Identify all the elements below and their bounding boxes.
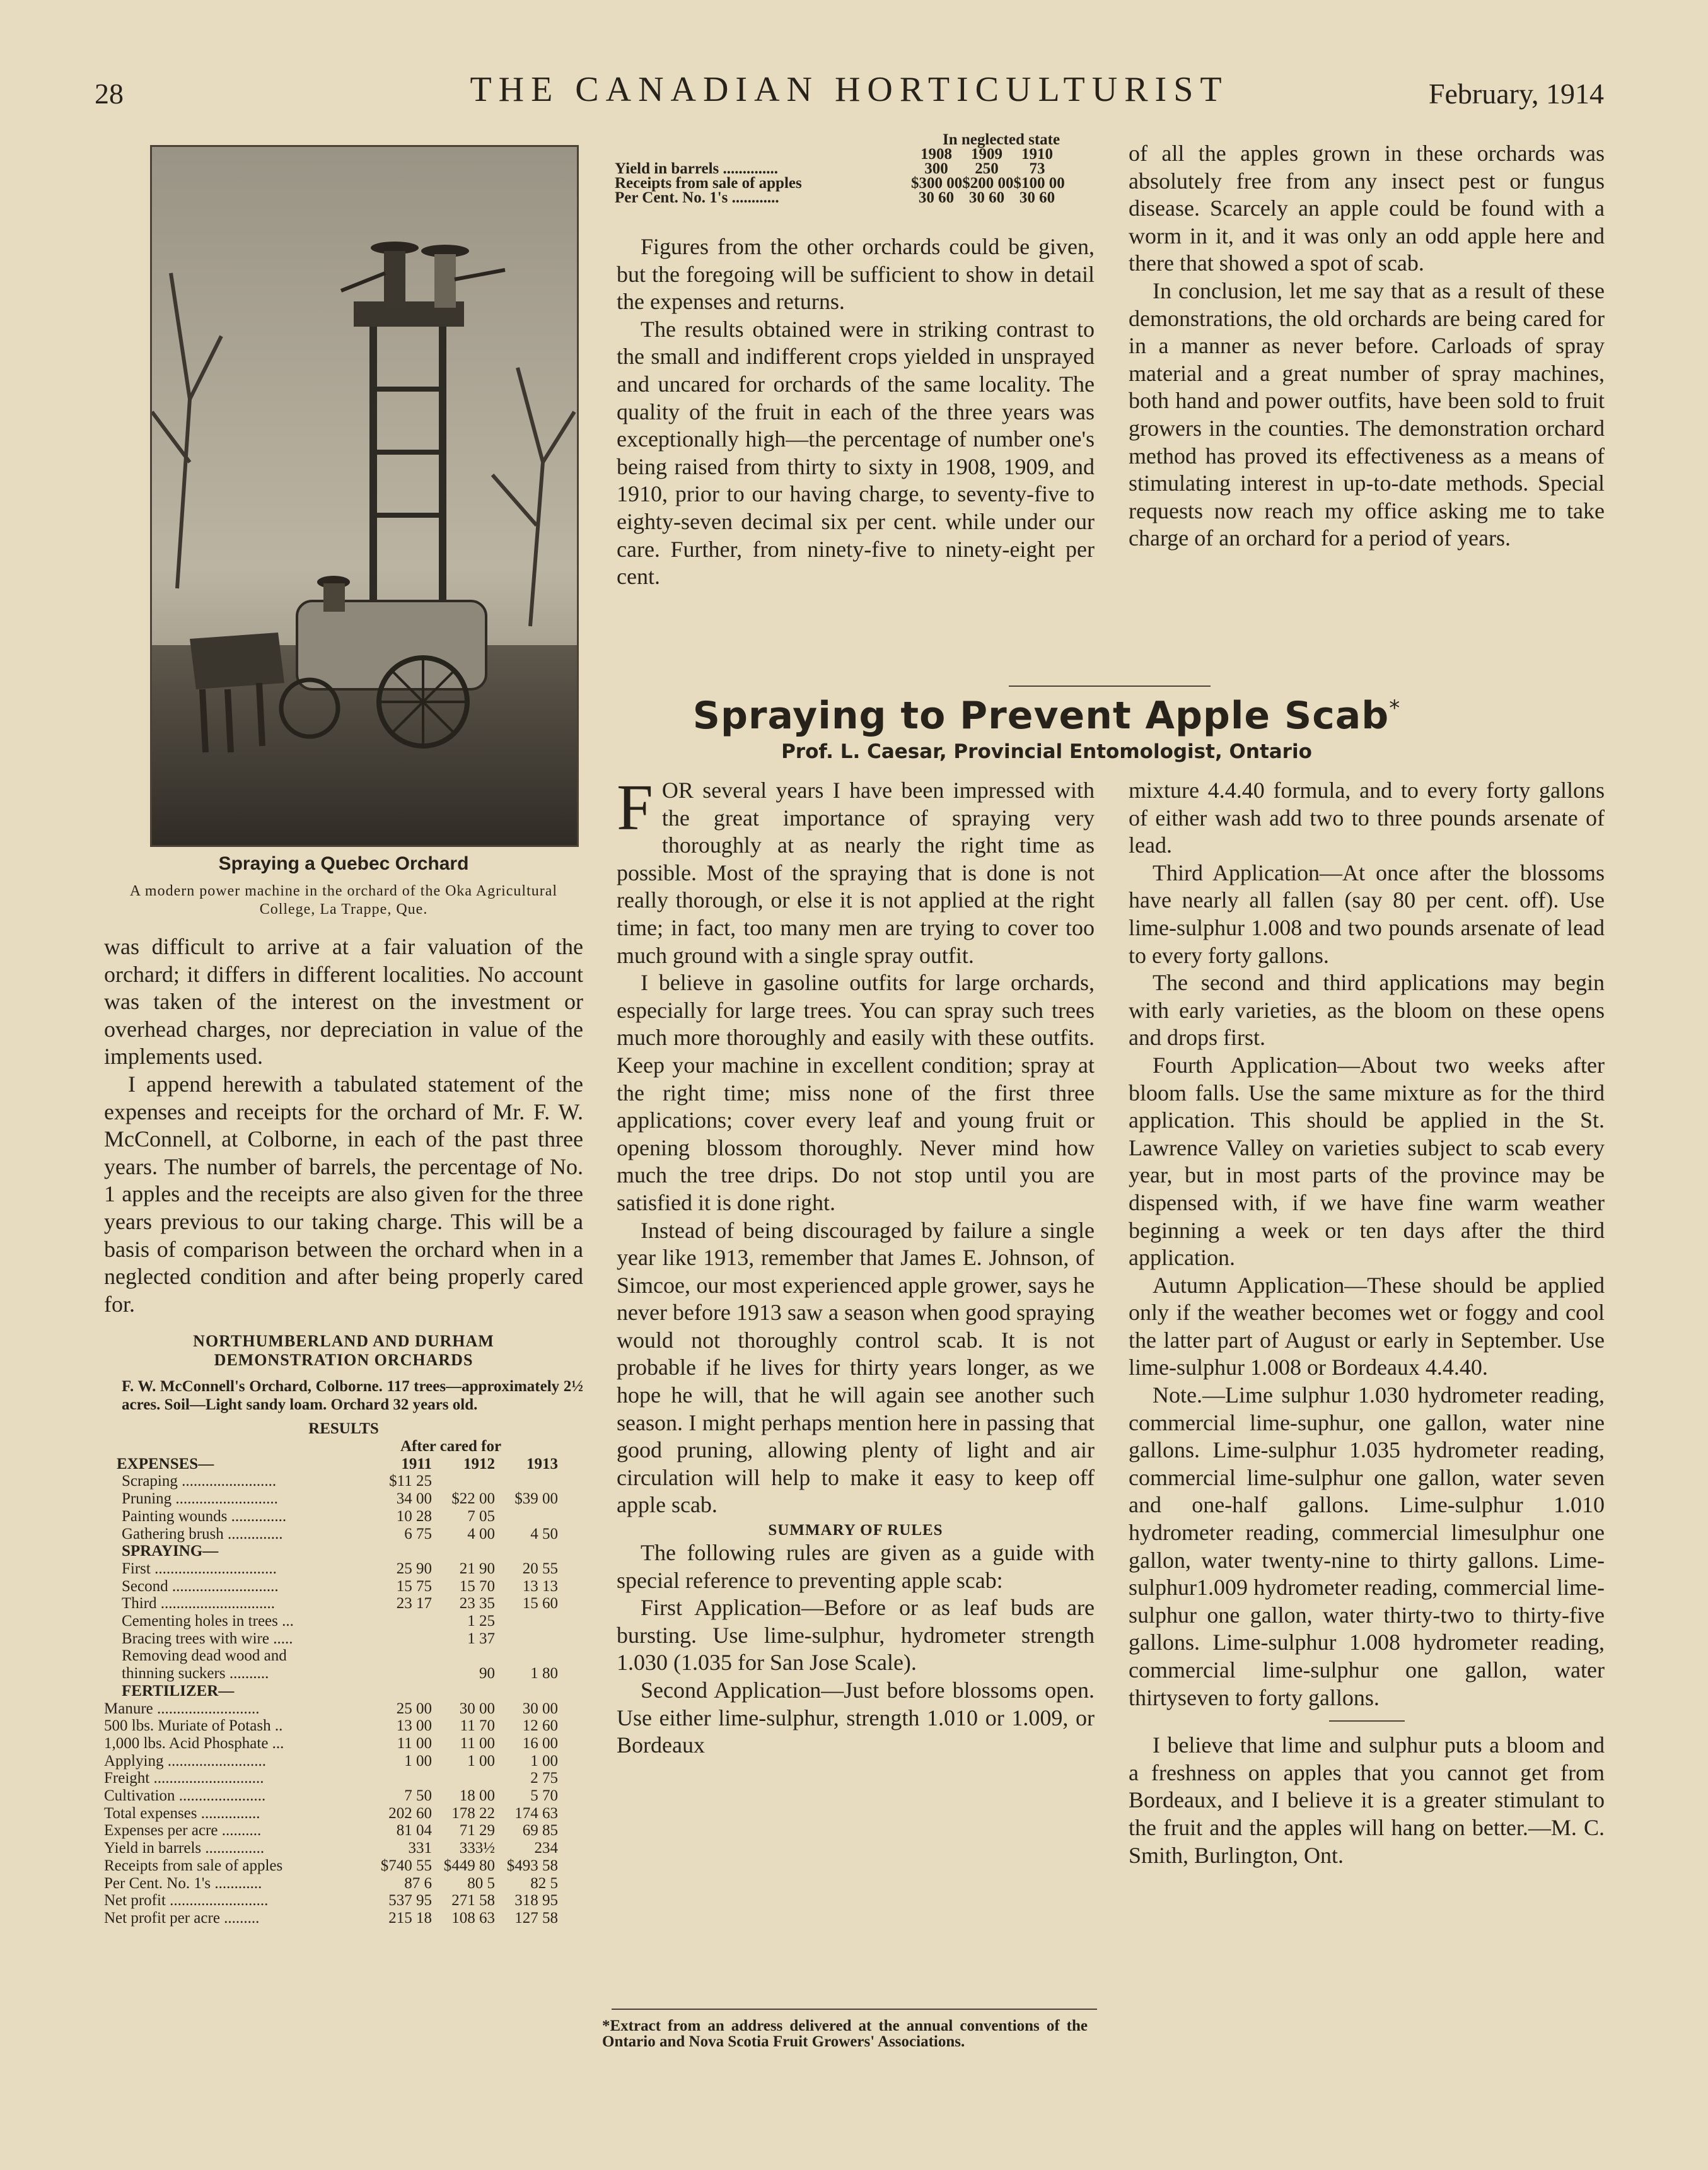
results-heading: RESULTS xyxy=(308,1420,379,1438)
table-row xyxy=(104,1490,583,1508)
article-heading xyxy=(668,694,1425,763)
row-label: Receipts from sale of apples xyxy=(104,1857,283,1874)
spraying-label: SPRAYING— xyxy=(122,1543,219,1560)
value-cell xyxy=(495,1473,558,1490)
value-cell xyxy=(369,1770,432,1787)
photo-caption xyxy=(101,849,586,919)
row-label: Net profit per acre ......... xyxy=(104,1910,260,1927)
value-cell: 23 17 xyxy=(396,1595,432,1613)
paragraph: was difficult to arrive at a fair valuation of the orchard; it differs in different localities. No account was taken of the interest on the investment or overhead charges, nor depreciation in value of the implements used. xyxy=(104,934,583,1070)
row-label: Cultivation ...................... xyxy=(104,1787,266,1805)
left-column xyxy=(104,933,583,1927)
table-row xyxy=(104,1700,583,1718)
table-title: NORTHUMBERLAND AND DURHAM xyxy=(193,1332,494,1351)
row-label: Cementing holes in trees ... xyxy=(122,1613,294,1630)
value-cell: 69 85 xyxy=(522,1822,558,1840)
value-cell: 23 35 xyxy=(459,1595,495,1613)
value-cell: 1 00 xyxy=(467,1752,495,1770)
row-label: Total expenses ............... xyxy=(104,1804,260,1822)
paragraph: of all the apples grown in these orchards was absolutely free from any insect pest or fungus disease. Scarcely an apple could be found with a worm in it, and it was only an odd apple here and there that showed a spot of scab. xyxy=(1129,141,1605,276)
table-row xyxy=(104,1875,583,1893)
value-cell: 13 00 xyxy=(396,1717,432,1735)
orchard-photo-illustration xyxy=(152,147,579,847)
value-cell: 108 63 xyxy=(451,1910,495,1927)
row-label: Expenses per acre .......... xyxy=(104,1822,262,1840)
row-label: Pruning .......................... xyxy=(122,1490,278,1508)
value-cell: 15 60 xyxy=(522,1595,558,1613)
value-cell: 4 50 xyxy=(530,1525,558,1543)
drop-cap: F xyxy=(617,771,653,844)
value-cell: 13 13 xyxy=(522,1577,558,1595)
paragraph xyxy=(617,771,1095,969)
table-row xyxy=(104,1857,583,1875)
table-row xyxy=(104,1665,583,1683)
paragraph: Instead of being discouraged by failure a single year like 1913, remember that James E. Johnson, of Simcoe, our most experienced apple grower, says he never before 1913 saw a season when good spraying would not thoroughly control scab. It is not probable if he lives for thirty years longer, as we hope he will, that he will again see another such season. I might perhaps mention here in passing that good pruning, allowing plenty of light and air circulation will help to make it easy to keep off apple scab. xyxy=(617,1217,1095,1518)
table-row xyxy=(104,1840,583,1857)
table-row xyxy=(104,1770,583,1787)
orchard-photo xyxy=(150,145,579,847)
value-cell: $493 58 xyxy=(506,1857,558,1874)
value-cell: $11 25 xyxy=(389,1473,432,1490)
year-cell: 1910 xyxy=(1021,146,1053,163)
value-cell: 333½ xyxy=(459,1840,495,1857)
row-label: Painting wounds .............. xyxy=(122,1507,287,1525)
table-row xyxy=(104,1753,583,1770)
row-label: Manure .......................... xyxy=(104,1700,260,1717)
value-cell: 25 00 xyxy=(396,1700,432,1717)
paragraph: Third Application—At once after the blossoms have nearly all fallen (say 80 per cent. off). Use lime-sulphur 1.008 and two pounds arsenate of lead to every forty gallons. xyxy=(1129,860,1605,968)
table-row xyxy=(615,190,1113,205)
table-row xyxy=(104,1578,583,1595)
value-cell: 15 75 xyxy=(396,1577,432,1595)
value-cell: 11 00 xyxy=(460,1734,495,1752)
byline: Prof. L. Caesar, Provincial Entomologist, Ontario xyxy=(781,740,1312,763)
right-column-top xyxy=(1129,140,1605,552)
value-cell: $39 00 xyxy=(514,1490,558,1508)
divider xyxy=(1009,685,1211,687)
row-label: Gathering brush .............. xyxy=(122,1525,283,1543)
value-cell xyxy=(369,1613,432,1630)
table-row xyxy=(104,1613,583,1630)
value-cell: 30 00 xyxy=(522,1700,558,1717)
table-row xyxy=(104,1647,583,1665)
paragraph: Autumn Application—These should be applied only if the weather becomes wet or foggy and cool the latter part of August or early in September. Use lime-sulphur 1.008 or Bordeaux 4.4.40. xyxy=(1129,1272,1605,1380)
value-cell: 11 00 xyxy=(397,1734,432,1752)
row-label: Removing dead wood and xyxy=(122,1647,287,1665)
table-row xyxy=(104,1630,583,1648)
row-label: 1,000 lbs. Acid Phosphate ... xyxy=(104,1734,284,1752)
value-cell: 1 80 xyxy=(530,1665,558,1683)
row-label: Receipts from sale of apples xyxy=(615,175,802,192)
footnote-marker: * xyxy=(1389,696,1401,721)
table-row xyxy=(104,1910,583,1927)
table-row xyxy=(615,161,1113,176)
divider xyxy=(1329,1720,1405,1722)
value-cell: 537 95 xyxy=(388,1892,432,1910)
value-cell: 1 25 xyxy=(467,1613,495,1630)
value-cell: 2 75 xyxy=(530,1770,558,1787)
page-header xyxy=(95,69,1604,114)
value-cell: 18 00 xyxy=(459,1787,495,1805)
value-cell: 10 28 xyxy=(396,1507,432,1525)
value-cell: 331 xyxy=(408,1840,432,1857)
fertilizer-label: FERTILIZER— xyxy=(122,1682,235,1700)
row-label: Third ............................. xyxy=(122,1595,276,1613)
value-cell xyxy=(432,1647,495,1665)
value-cell: 1 00 xyxy=(404,1752,432,1770)
masthead: THE CANADIAN HORTICULTURIST xyxy=(470,70,1229,109)
table-row xyxy=(615,176,1113,190)
value-cell: 21 90 xyxy=(459,1560,495,1577)
expenses-label: EXPENSES— xyxy=(117,1455,214,1473)
row-label: Applying ......................... xyxy=(104,1752,266,1770)
neglected-table xyxy=(615,132,1113,205)
value-cell: 30 60 xyxy=(968,189,1005,206)
value-cell: 1 37 xyxy=(467,1630,495,1647)
value-cell: 73 xyxy=(1029,160,1045,177)
value-cell xyxy=(432,1473,495,1490)
paragraph: Figures from the other orchards could be given, but the foregoing will be sufficient to show in detail the expenses and returns. xyxy=(617,234,1095,315)
value-cell: 174 63 xyxy=(514,1804,558,1822)
value-cell: 178 22 xyxy=(451,1804,495,1822)
value-cell: 202 60 xyxy=(388,1804,432,1822)
value-cell xyxy=(369,1647,432,1665)
table-row xyxy=(104,1735,583,1753)
value-cell: 34 00 xyxy=(396,1490,432,1508)
after-cared-heading: After cared for xyxy=(400,1438,502,1455)
table-intro: F. W. McConnell's Orchard, Colborne. 117 trees—approximately 2½ acres. Soil—Light sandy loam. Orchard 32 years old. xyxy=(122,1378,583,1414)
paragraph: In conclusion, let me say that as a result of these demonstrations, the old orchards are being cared for in a manner as never before. Carloads of spray material and a great number of spray machines, both hand and power outfits, have been sold to fruit growers in the counties. The demonstration orchard method has proved its effectiveness as a means of stimulating interest in up-to-date methods. Special requests now reach my office asking me to take charge of an orchard for a period of years. xyxy=(1129,277,1605,551)
value-cell xyxy=(495,1613,558,1630)
value-cell: 30 60 xyxy=(918,189,955,206)
row-label: thinning suckers .......... xyxy=(122,1665,269,1683)
value-cell: 30 60 xyxy=(1019,189,1055,206)
row-label: Yield in barrels .............. xyxy=(615,160,779,177)
table-row xyxy=(104,1892,583,1910)
row-label: Bracing trees with wire ..... xyxy=(122,1630,293,1647)
paragraph: Second Application—Just before blossoms open. Use either lime-sulphur, strength 1.010 or 1.009, or Bordeaux xyxy=(617,1677,1095,1758)
table-row xyxy=(104,1822,583,1840)
paragraph-text: OR several years I have been impressed with the great importance of spraying very thoroughly at as nearly the right time as possible. Most of the spraying that is done is not really thorough, or else it is not applied at the right time; in fact, too many men are trying to cover too much ground with a single spray outfit. xyxy=(617,778,1095,968)
article-title-text: Spraying to Prevent Apple Scab xyxy=(692,694,1390,738)
table-row xyxy=(104,1560,583,1578)
row-label: Per Cent. No. 1's ............ xyxy=(104,1874,262,1892)
value-cell: 1 00 xyxy=(530,1752,558,1770)
row-label: First ............................... xyxy=(122,1560,277,1577)
value-cell xyxy=(495,1508,558,1525)
paragraph: I believe in gasoline outfits for large orchards, especially for large trees. You can spray such trees much more thoroughly and easily with these outfits. Keep your machine in excellent condition; spray at the right time; miss none of the first three applications; cover every leaf and young fruit or opening blossom thoroughly. Never mind how much the tree drips. Do not stop until you are satisfied it is done right. xyxy=(617,970,1095,1215)
caption-text: A modern power machine in the orchard of the Oka Agricultural College, La Trappe, Que. xyxy=(129,883,558,918)
year-cell: 1913 xyxy=(526,1455,558,1473)
table-row xyxy=(104,1595,583,1613)
row-label: Per Cent. No. 1's ............ xyxy=(615,189,779,206)
value-cell: 16 00 xyxy=(522,1734,558,1752)
value-cell: 90 xyxy=(479,1665,495,1683)
paragraph: First Application—Before or as leaf buds are bursting. Use lime-sulphur, hydrometer strength 1.030 (1.035 for San Jose Scale). xyxy=(617,1595,1095,1676)
page-number: 28 xyxy=(95,78,124,110)
value-cell: $200 00 xyxy=(962,175,1014,192)
value-cell: 30 00 xyxy=(459,1700,495,1717)
paragraph: mixture 4.4.40 formula, and to every forty gallons of either wash add two to three pounds arsenate of lead. xyxy=(1129,778,1605,858)
table-row xyxy=(104,1473,583,1490)
paragraph: The results obtained were in striking contrast to the small and indifferent crops yielded in unsprayed and uncared for orchards of the same locality. The quality of the fruit in each of the three years was exceptionally high—the percentage of number one's being raised from thirty to sixty in 1908, 1909, and 1910, prior to our having charge, to seventy-five to eighty-seven decimal six per cent. while under our care. Further, from ninety-five to ninety-eight per cent. xyxy=(617,316,1095,590)
article-column-right xyxy=(1129,777,1605,1869)
table-row xyxy=(104,1508,583,1525)
value-cell: 15 70 xyxy=(459,1577,495,1595)
year-cell: 1912 xyxy=(463,1455,495,1473)
value-cell: $300 00 xyxy=(911,175,963,192)
year-cell: 1908 xyxy=(921,146,952,163)
issue-date: February, 1914 xyxy=(1428,78,1604,110)
value-cell xyxy=(495,1630,558,1648)
value-cell: 20 55 xyxy=(522,1560,558,1577)
value-cell: 6 75 xyxy=(404,1525,432,1543)
value-cell: 234 xyxy=(534,1840,558,1857)
caption-title: Spraying a Quebec Orchard xyxy=(218,853,469,874)
value-cell: $740 55 xyxy=(380,1857,432,1874)
table-row xyxy=(104,1805,583,1823)
value-cell: 127 58 xyxy=(514,1910,558,1927)
value-cell: 7 05 xyxy=(467,1507,495,1525)
summary-heading: SUMMARY OF RULES xyxy=(768,1522,943,1539)
value-cell: 12 60 xyxy=(522,1717,558,1735)
article-title xyxy=(668,694,1425,738)
value-cell: 25 90 xyxy=(396,1560,432,1577)
value-cell: 5 70 xyxy=(530,1787,558,1805)
value-cell: 300 xyxy=(924,160,948,177)
row-label: Yield in barrels ............... xyxy=(104,1840,265,1857)
paragraph: The second and third applications may begin with early varieties, as the bloom on these opens and drops first. xyxy=(1129,970,1605,1051)
value-cell: $22 00 xyxy=(451,1490,495,1508)
year-cell: 1909 xyxy=(971,146,1002,163)
value-cell: 318 95 xyxy=(514,1892,558,1910)
neglected-heading: In neglected state xyxy=(943,131,1060,148)
article-column-left xyxy=(617,771,1095,1759)
value-cell: 7 50 xyxy=(404,1787,432,1805)
value-cell: 87 6 xyxy=(404,1874,432,1892)
value-cell xyxy=(495,1647,558,1665)
row-label: Net profit ......................... xyxy=(104,1892,269,1910)
paragraph: Fourth Application—About two weeks after bloom falls. Use the same mixture as for the third application. This should be applied in the St. Lawrence Valley on varieties subject to scab every year, but in most parts of the province may be dispensed with, if we have fine warm weather beginning a week or ten days after the third application. xyxy=(1129,1052,1605,1271)
paragraph: The following rules are given as a guide with special reference to preventing apple scab: xyxy=(617,1540,1095,1593)
table-row xyxy=(104,1455,583,1473)
footnote-rule xyxy=(612,2009,1097,2010)
value-cell: 4 00 xyxy=(467,1525,495,1543)
table-row xyxy=(615,147,1113,161)
value-cell xyxy=(369,1665,432,1683)
value-cell xyxy=(432,1770,495,1787)
value-cell: 271 58 xyxy=(451,1892,495,1910)
year-cell: 1911 xyxy=(401,1455,432,1473)
paragraph: I append herewith a tabulated statement of the expenses and receipts for the orchard of Mr. F. W. McConnell, at Colborne, in each of the past three years. The number of barrels, the percentage of No. 1 apples and the receipts are also given for the three years previous to our taking charge. This will be a basis of comparison between the orchard when in a neglected condition and after being properly cared for. xyxy=(104,1071,583,1317)
value-cell: $100 00 xyxy=(1013,175,1065,192)
footnote: *Extract from an address delivered at the annual conventions of the Ontario and Nova Scotia Fruit Growers' Associations. xyxy=(602,2017,1088,2050)
table-row xyxy=(104,1787,583,1805)
row-label: 500 lbs. Muriate of Potash .. xyxy=(104,1717,283,1735)
row-label: Scraping ........................ xyxy=(122,1473,277,1490)
table-subtitle: DEMONSTRATION ORCHARDS xyxy=(214,1351,473,1370)
value-cell: 82 5 xyxy=(530,1874,558,1892)
value-cell: 71 29 xyxy=(459,1822,495,1840)
table-row xyxy=(104,1717,583,1735)
paragraph: I believe that lime and sulphur puts a bloom and a freshness on apples that you cannot get from Bordeaux, and I believe it is a greater stimulant to the fruit and the apples will hang on better.—M. C. Smith, Burlington, Ont. xyxy=(1129,1732,1605,1868)
row-label: Second ........................... xyxy=(122,1577,279,1595)
row-label: Freight ............................ xyxy=(104,1770,264,1787)
value-cell: $449 80 xyxy=(443,1857,495,1874)
value-cell: 215 18 xyxy=(388,1910,432,1927)
middle-column-top xyxy=(617,233,1095,591)
value-cell: 11 70 xyxy=(460,1717,495,1735)
value-cell: 80 5 xyxy=(467,1874,495,1892)
value-cell xyxy=(369,1630,432,1648)
table-row xyxy=(104,1525,583,1543)
value-cell: 81 04 xyxy=(396,1822,432,1840)
results-table xyxy=(104,1332,583,1927)
paragraph: Note.—Lime sulphur 1.030 hydrometer reading, commercial lime-suphur, one gallon, water nine gallons. Lime-sulphur 1.035 hydrometer reading, commercial lime-sulphur one gallon, water seven and one-half gallons. Lime-sulphur 1.010 hydrometer reading, commercial limesulphur one gallon, water twenty-nine to thirty gallons. Lime-sulphur1.009 hydrometer reading, commercial lime-sulphur one gallon, water thirty-two to thirty-five gallons. Lime-sulphur 1.008 hydrometer reading, commercial lime-sulphur one gallon, water thirtyseven to forty gallons. xyxy=(1129,1382,1605,1710)
value-cell: 250 xyxy=(975,160,999,177)
